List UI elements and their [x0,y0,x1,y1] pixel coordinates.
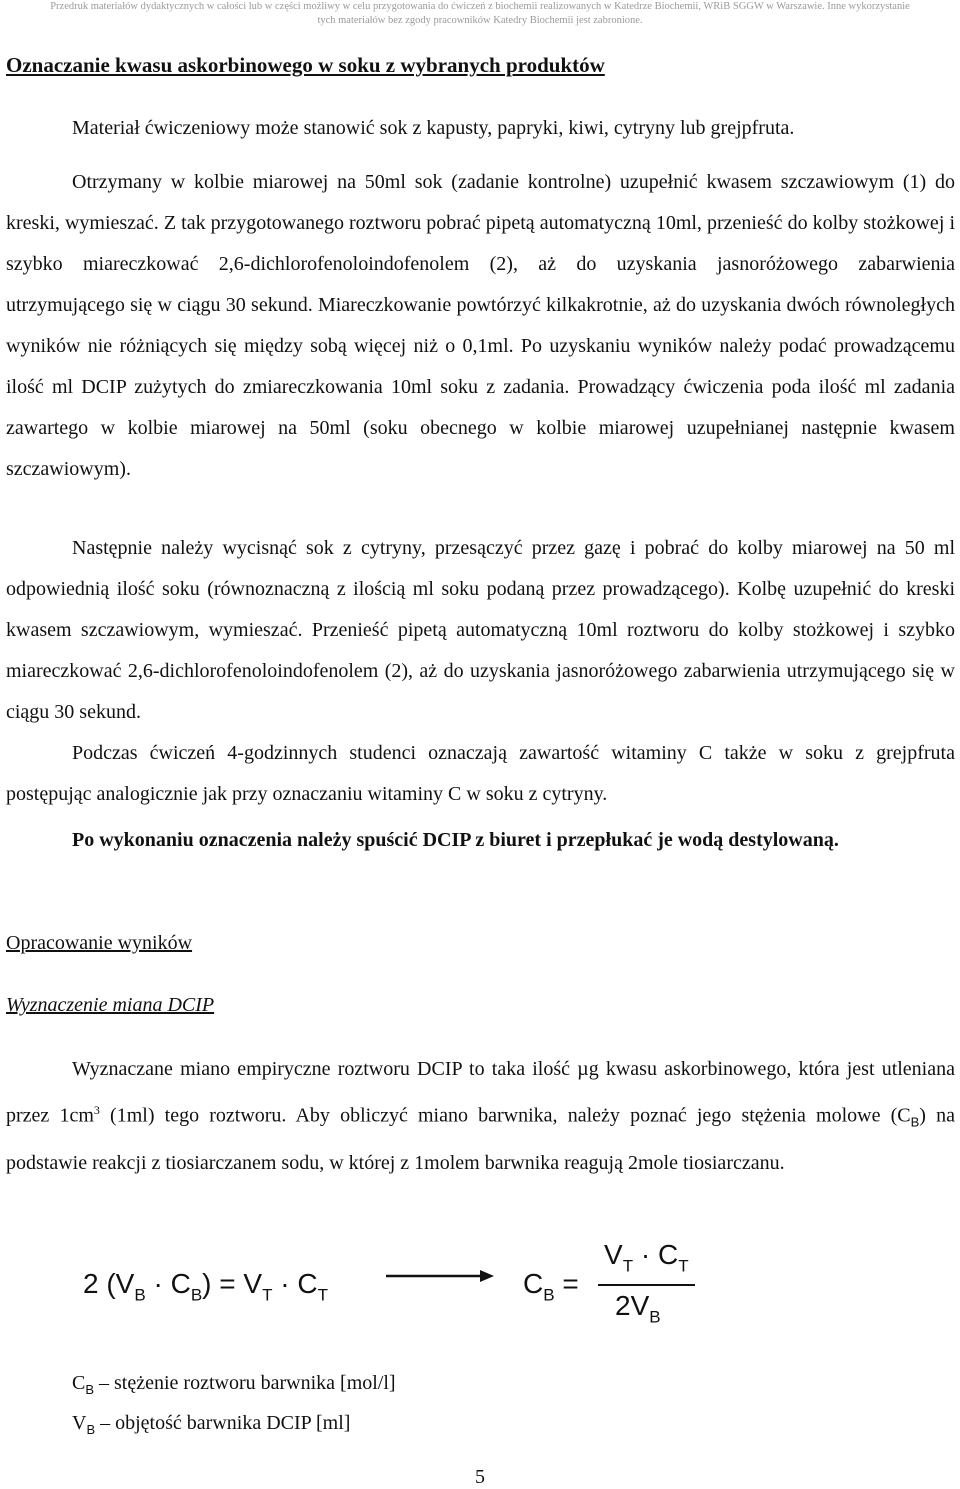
reaction-arrow [384,1266,496,1286]
equation-numerator: $V_T \cdot C_T$ [604,1239,689,1276]
document-title: Oznaczanie kwasu askorbinowego w soku z wybranych produktów [6,53,605,77]
legend-vb: $V_B$ – objętość barwnika DCIP [ml] [72,1412,351,1437]
titer-superscript: 3 [93,1103,100,1117]
paragraph-procedure: Otrzymany w kolbie miarowej na 50ml sok (zadanie kontrolne) uzupełnić kwasem szczawiowym (1) do kreski, wymieszać. Z tak przygotowanego roztworu pobrać pipetą automatyczną 10ml, przenieść do kolby stożkowej i szybko miareczkować 2,6-dichlorofenoloindofenolem (2), aż do uzyskania jasnoróżowego zabarwienia utrzymującego się w ciągu 30 sekund. Miareczkowanie powtórzyć kilkakrotnie, aż do uzyskania dwóch równoległych wyników nie różniących się między sobą więcej niż o 0,1ml. Po uzyskaniu wyników należy podać prowadzącemu ilość ml DCIP zużytych do zmiareczkowania 10ml soku z zadania. Prowadzący ćwiczenia poda ilość ml zadania zawartego w kolbie miarowej na 50ml (soku obecnego w kolbie miarowej uzupełnianej następnie kwasem szczawiowym). [6,171,955,480]
equation-result-lhs: $C_B$ = [523,1268,579,1305]
fraction-bar [598,1284,695,1286]
paragraph-material: Materiał ćwiczeniowy może stanowić sok z kapusty, papryki, kiwi, cytryny lub grejpfruta. [72,117,795,139]
paragraph-grapefruit: Podczas ćwiczeń 4-godzinnych studenci oznaczają zawartość witaminy C także w soku z grejpfruta postępując analogicznie jak przy oznaczaniu witaminy C w soku z cytryny. [6,742,955,805]
titer-text-2: (1ml) tego roztworu. Aby obliczyć miano barwnika, należy poznać jego stężenia molowe (C [99,1104,911,1127]
equation-denominator: $2V_B$ [615,1290,661,1327]
paragraph-rinse-note: Po wykonaniu oznaczenia należy spuścić DCIP z biuret i przepłukać je wodą destylowaną. [72,829,839,851]
paragraph-lemon: Następnie należy wycisnąć sok z cytryny, przesączyć przez gazę i pobrać do kolby miarowej na 50 ml odpowiednią ilość soku (równoznaczną z ilością ml soku podaną przez prowadzącego). Kolbę uzupełnić do kreski kwasem szczawiowym, wymieszać. Przenieść pipetą automatyczną 10ml roztworu do kolby stożkowej i szybko miareczkować 2,6-dichlorofenoloindofenolem (2), aż do uzyskania jasnoróżowego zabarwienia utrzymującego się w ciągu 30 sekund. [6,537,955,723]
section-heading-results: Opracowanie wyników [6,932,193,954]
copyright-header [0,0,960,28]
titer-text-1: Wyznaczane miano empiryczne roztworu DCIP to taka ilość µg kwasu askorbinowego, która jest utleniana przez 1cm [6,1058,955,1127]
paragraph-titer [6,1049,955,1184]
legend-cb: $C_B$ – stężenie roztworu barwnika [mol/l] [72,1372,396,1397]
equation-left: 2 $(V_B \cdot C_B) = V_T \cdot C_T$ [83,1268,328,1305]
header-line-2: tych materiałów bez zgody pracowników Katedry Biochemii jest zabronione. [317,15,643,26]
titer-text-3: ) na podstawie reakcji z tiosiarczanem sodu, w której z 1molem barwnika reagują 2mole tiosiarczanu. [6,1104,955,1174]
subsection-heading-titer: Wyznaczenie miana DCIP [6,994,215,1016]
page-number: 5 [475,1466,485,1488]
header-line-1: Przedruk materiałów dydaktycznych w całości lub w części możliwy w celu przygotowania do ćwiczeń z biochemii realizowanych w Katedrze Biochemii, WRiB SGGW w Warszawie. Inne wykorzystanie [50,1,910,12]
titer-subscript: B [910,1114,920,1130]
